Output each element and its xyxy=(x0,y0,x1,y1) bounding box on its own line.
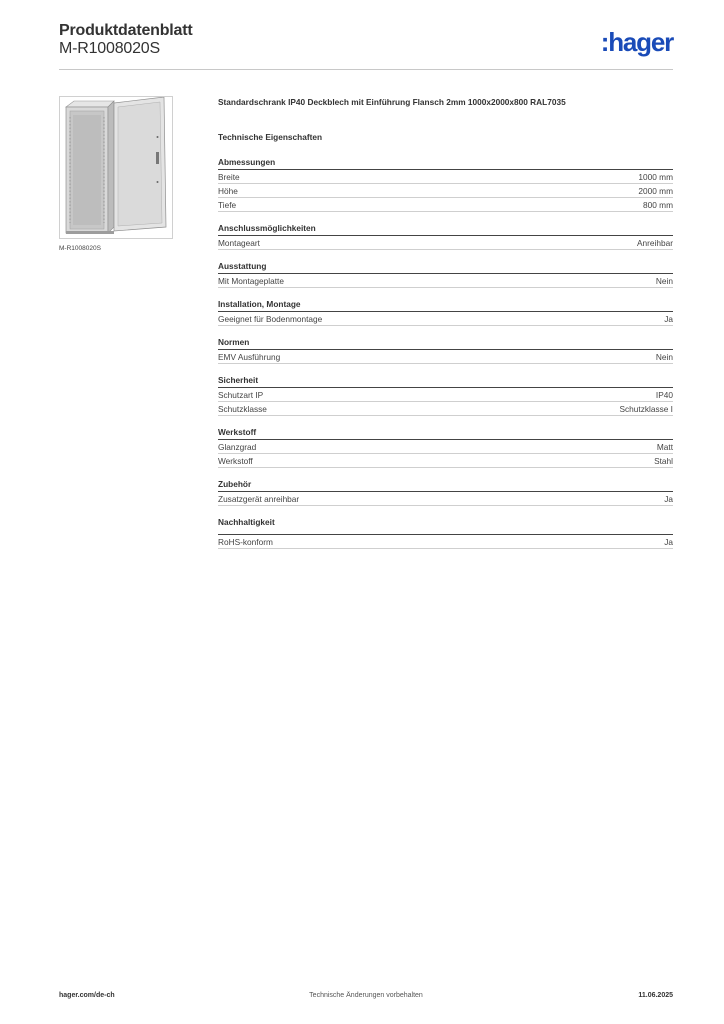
spec-label: Breite xyxy=(218,171,240,182)
section-title: Abmessungen xyxy=(218,157,673,170)
spec-row xyxy=(218,492,673,506)
section-title: Zubehör xyxy=(218,479,673,492)
spec-section xyxy=(218,223,673,250)
document-title: Produktdatenblatt xyxy=(59,22,193,39)
spec-section xyxy=(218,337,673,364)
spec-row xyxy=(218,236,673,250)
spec-label: Montageart xyxy=(218,237,260,248)
spec-value: Matt xyxy=(656,441,673,452)
spec-label: Tiefe xyxy=(218,199,237,210)
product-details xyxy=(218,96,673,549)
spec-value: Ja xyxy=(664,536,673,547)
spec-row xyxy=(218,402,673,416)
spec-section xyxy=(218,427,673,468)
spec-label: Schutzart IP xyxy=(218,389,264,400)
section-title: Anschlussmöglichkeiten xyxy=(218,223,673,236)
spec-section xyxy=(218,517,673,549)
spec-value: Ja xyxy=(664,493,673,504)
footer-notice: Technische Änderungen vorbehalten xyxy=(309,992,423,999)
spec-row xyxy=(218,454,673,468)
spec-value: Nein xyxy=(655,275,673,286)
spec-label: Mit Montageplatte xyxy=(218,275,284,286)
spec-section xyxy=(218,261,673,288)
spec-value: Anreihbar xyxy=(637,237,673,248)
spec-label: Schutzklasse xyxy=(218,403,267,414)
hager-logo: :hager xyxy=(600,27,673,57)
page-header xyxy=(59,20,673,70)
section-title: Werkstoff xyxy=(218,427,673,440)
image-caption: M-R1008020S xyxy=(59,245,101,252)
spec-row xyxy=(218,274,673,288)
spec-value: 2000 mm xyxy=(638,185,673,196)
footer-date: 11.06.2025 xyxy=(638,992,673,999)
spec-label: Höhe xyxy=(218,185,238,196)
spec-label: Glanzgrad xyxy=(218,441,257,452)
section-title: Sicherheit xyxy=(218,375,673,388)
spec-label: EMV Ausführung xyxy=(218,351,281,362)
spec-sections xyxy=(218,157,673,549)
section-title: Installation, Montage xyxy=(218,299,673,312)
section-title: Normen xyxy=(218,337,673,350)
spec-section xyxy=(218,157,673,212)
spec-section xyxy=(218,479,673,506)
technical-properties-heading: Technische Eigenschaften xyxy=(218,132,323,142)
spec-value: 800 mm xyxy=(643,199,673,210)
section-title: Nachhaltigkeit xyxy=(218,517,275,527)
spec-row xyxy=(218,198,673,212)
spec-row xyxy=(218,535,673,549)
spec-label: RoHS-konform xyxy=(218,536,273,547)
spec-section xyxy=(218,375,673,416)
article-number: M-R1008020S xyxy=(59,40,160,57)
spec-label: Geeignet für Bodenmontage xyxy=(218,313,323,324)
enclosure-cabinet-icon xyxy=(60,97,172,238)
section-title: Ausstattung xyxy=(218,261,673,274)
spec-value: 1000 mm xyxy=(638,171,673,182)
product-image xyxy=(59,96,173,239)
spec-value: Ja xyxy=(664,313,673,324)
spec-row xyxy=(218,184,673,198)
footer-website: hager.com/de-ch xyxy=(59,992,115,999)
spec-value: IP40 xyxy=(655,389,673,400)
spec-row xyxy=(218,388,673,402)
spec-value: Schutzklasse I xyxy=(619,403,673,414)
spec-section xyxy=(218,299,673,326)
spec-value: Nein xyxy=(655,351,673,362)
spec-label: Werkstoff xyxy=(218,455,253,466)
product-description: Standardschrank IP40 Deckblech mit Einführung Flansch 2mm 1000x2000x800 RAL7035 xyxy=(218,97,566,107)
spec-row xyxy=(218,312,673,326)
spec-label: Zusatzgerät anreihbar xyxy=(218,493,300,504)
spec-row xyxy=(218,350,673,364)
spec-row xyxy=(218,440,673,454)
spec-row xyxy=(218,170,673,184)
spec-value: Stahl xyxy=(654,455,673,466)
